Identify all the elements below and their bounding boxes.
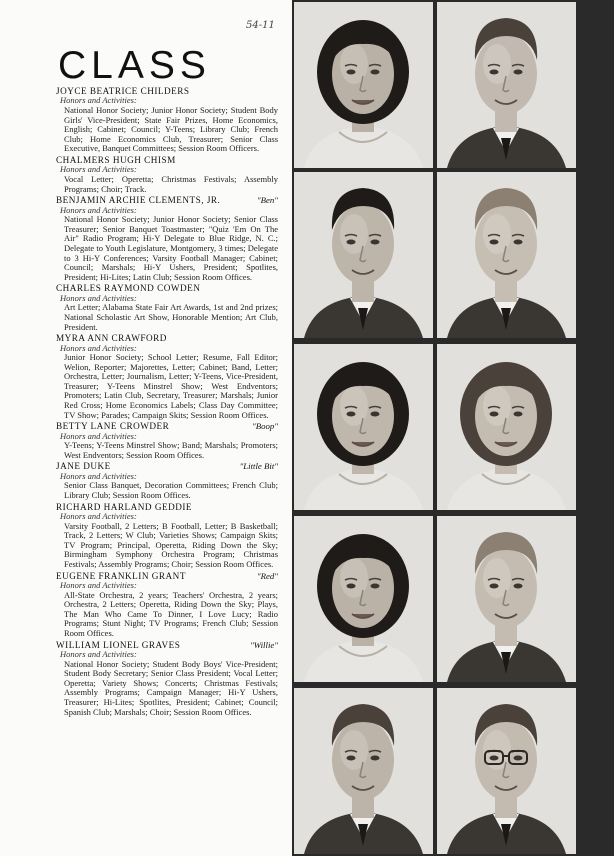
honors-label: Honors and Activities:	[60, 648, 137, 659]
student-portrait	[437, 344, 576, 510]
activities-text: Art Letter; Alabama State Fair Art Awards, 1st and 2nd prizes; National Scholastic Art Show, Honorable Mention; Art Club, President.	[64, 302, 278, 332]
honors-label: Honors and Activities:	[60, 430, 137, 441]
activities-text: All-State Orchestra, 2 years; Teachers' Orchestra, 2 years; Orchestra, 2 Letters; Operetta, Riding Down the Sky; Plays, The Man Who Came To Dinner, I Love Lucy; Radio Programs; Stunt Night; TV Programs; French Club; Session Room Offices.	[64, 589, 278, 638]
portrait-grid	[292, 0, 614, 856]
activities-text: National Honor Society; Junior Honor Society; Senior Class Treasurer; Senior Banquet Toastmaster; "Quiz 'Em On The Air" Radio Program; Hi-Y Delegate to Blue Ridge, N. C.; Delegate to Youth Legislature, Montgomery, 3 times; Delegate to 3 Hi-Y Conferences; Varsity Football Manager; Cabinet; Council; Marshals; Hi-Y Ushers, President; Spotlites, President; Hi-Lites; Latin Club; Session Room Offices.	[64, 214, 278, 282]
student-portrait	[437, 688, 576, 854]
student-entry-clements	[56, 195, 278, 282]
honors-label: Honors and Activities:	[60, 470, 137, 481]
honors-label: Honors and Activities:	[60, 292, 137, 303]
student-name: RICHARD HARLAND GEDDIE	[56, 501, 193, 512]
student-portrait	[437, 516, 576, 682]
activities-text: Junior Honor Society; School Letter; Resume, Fall Editor; Welion, Reporter; Majorettes, Letter; Cabinet; Band, Letter; Orchestra, Letter; Journalism, Letter; Y-Teens, Vice-President, Treasurer; Y-Teens Minstrel Show; West Endventors; Promoters; Latin Club, Secretary, Treasurer; Marshals; Junior Red Cross; Home Economics Labels; Class Day Committee; TV Show; Parades; Campaign Skits; Session Room Offices.	[64, 352, 278, 420]
student-portrait	[294, 172, 433, 338]
student-portrait	[294, 688, 433, 854]
page-number: 54-11	[246, 20, 275, 31]
student-entries	[56, 86, 278, 842]
student-nickname: "Ben"	[256, 195, 278, 206]
honors-label: Honors and Activities:	[60, 342, 137, 353]
student-entry-grant	[56, 571, 278, 639]
student-portrait	[294, 516, 433, 682]
student-entry-graves	[56, 640, 278, 718]
student-name: BETTY LANE CROWDER	[56, 421, 170, 432]
honors-label: Honors and Activities:	[60, 164, 137, 175]
student-portrait	[437, 172, 576, 338]
student-entry-cowden	[56, 283, 278, 332]
student-name: JOYCE BEATRICE CHILDERS	[56, 86, 190, 96]
student-name: EUGENE FRANKLIN GRANT	[56, 570, 186, 581]
student-name: JANE DUKE	[56, 461, 111, 472]
student-entry-duke	[56, 461, 278, 500]
activities-text: Y-Teens; Y-Teens Minstrel Show; Band; Marshals; Promoters; West Endventors; Session Room Offices.	[64, 440, 278, 460]
honors-label: Honors and Activities:	[60, 580, 137, 590]
student-nickname: "Willie"	[250, 639, 278, 650]
student-name: CHALMERS HUGH CHISM	[56, 154, 176, 165]
student-portrait	[294, 344, 433, 510]
student-name: BENJAMIN ARCHIE CLEMENTS, JR.	[56, 195, 221, 206]
student-portrait	[437, 2, 576, 168]
honors-label: Honors and Activities:	[60, 204, 137, 215]
activities-text: National Honor Society; Junior Honor Society; Student Body Girls' Vice-President; State Fair Prizes, Home Economics, English; Cabinet; Council; Y-Teens; Library Club; French Club; Home Economics Club, Treasurer; Senior Class Executive, Banquet Committees; Session Room Officers.	[64, 105, 278, 154]
student-entry-crawford	[56, 333, 278, 420]
student-entry-childers	[56, 86, 278, 154]
student-nickname: "Little Bit"	[239, 461, 278, 472]
page-title: CLASS	[58, 44, 211, 87]
student-entry-chism	[56, 155, 278, 194]
activities-text: Senior Class Banquet, Decoration Committees; French Club; Library Club; Session Room Offices.	[64, 480, 278, 501]
honors-label: Honors and Activities:	[60, 511, 137, 522]
student-name: CHARLES RAYMOND COWDEN	[56, 283, 201, 294]
student-entry-crowder	[56, 421, 278, 460]
activities-text: National Honor Society; Student Body Boys' Vice-President; Student Body Secretary; Senior Class President; Vocal Letter; Operetta; Variety Shows; Concerts; Christmas Festivals; Assembly Programs; Campaign Manager; Hi-Y Ushers, Treasurer; Hi-Lites; Spotlites, President; Cabinet; Council; Spanish Club; Marshals; Choir; Session Room Offices.	[64, 658, 278, 717]
student-entry-geddie	[56, 502, 278, 570]
activities-text: Varsity Football, 2 Letters; B Football, Letter; B Basketball; Track, 2 Letters; W Club; Varieties Shows; Campaign Skits; TV Program; Principal, Operetta, Riding Down the Sky; Birmingham Symphony Orchestra Program; Christmas Festivals; Assembly Programs; Choir; Session Room Offices.	[64, 520, 278, 569]
student-name: MYRA ANN CRAWFORD	[56, 333, 167, 344]
activities-text: Vocal Letter; Operetta; Christmas Festivals; Assembly Programs; Choir; Track.	[64, 173, 278, 194]
student-portrait	[294, 2, 433, 168]
student-name: WILLIAM LIONEL GRAVES	[56, 639, 181, 650]
honors-label: Honors and Activities:	[60, 95, 137, 106]
student-nickname: "Red"	[256, 570, 278, 581]
student-nickname: "Boop"	[252, 421, 278, 432]
